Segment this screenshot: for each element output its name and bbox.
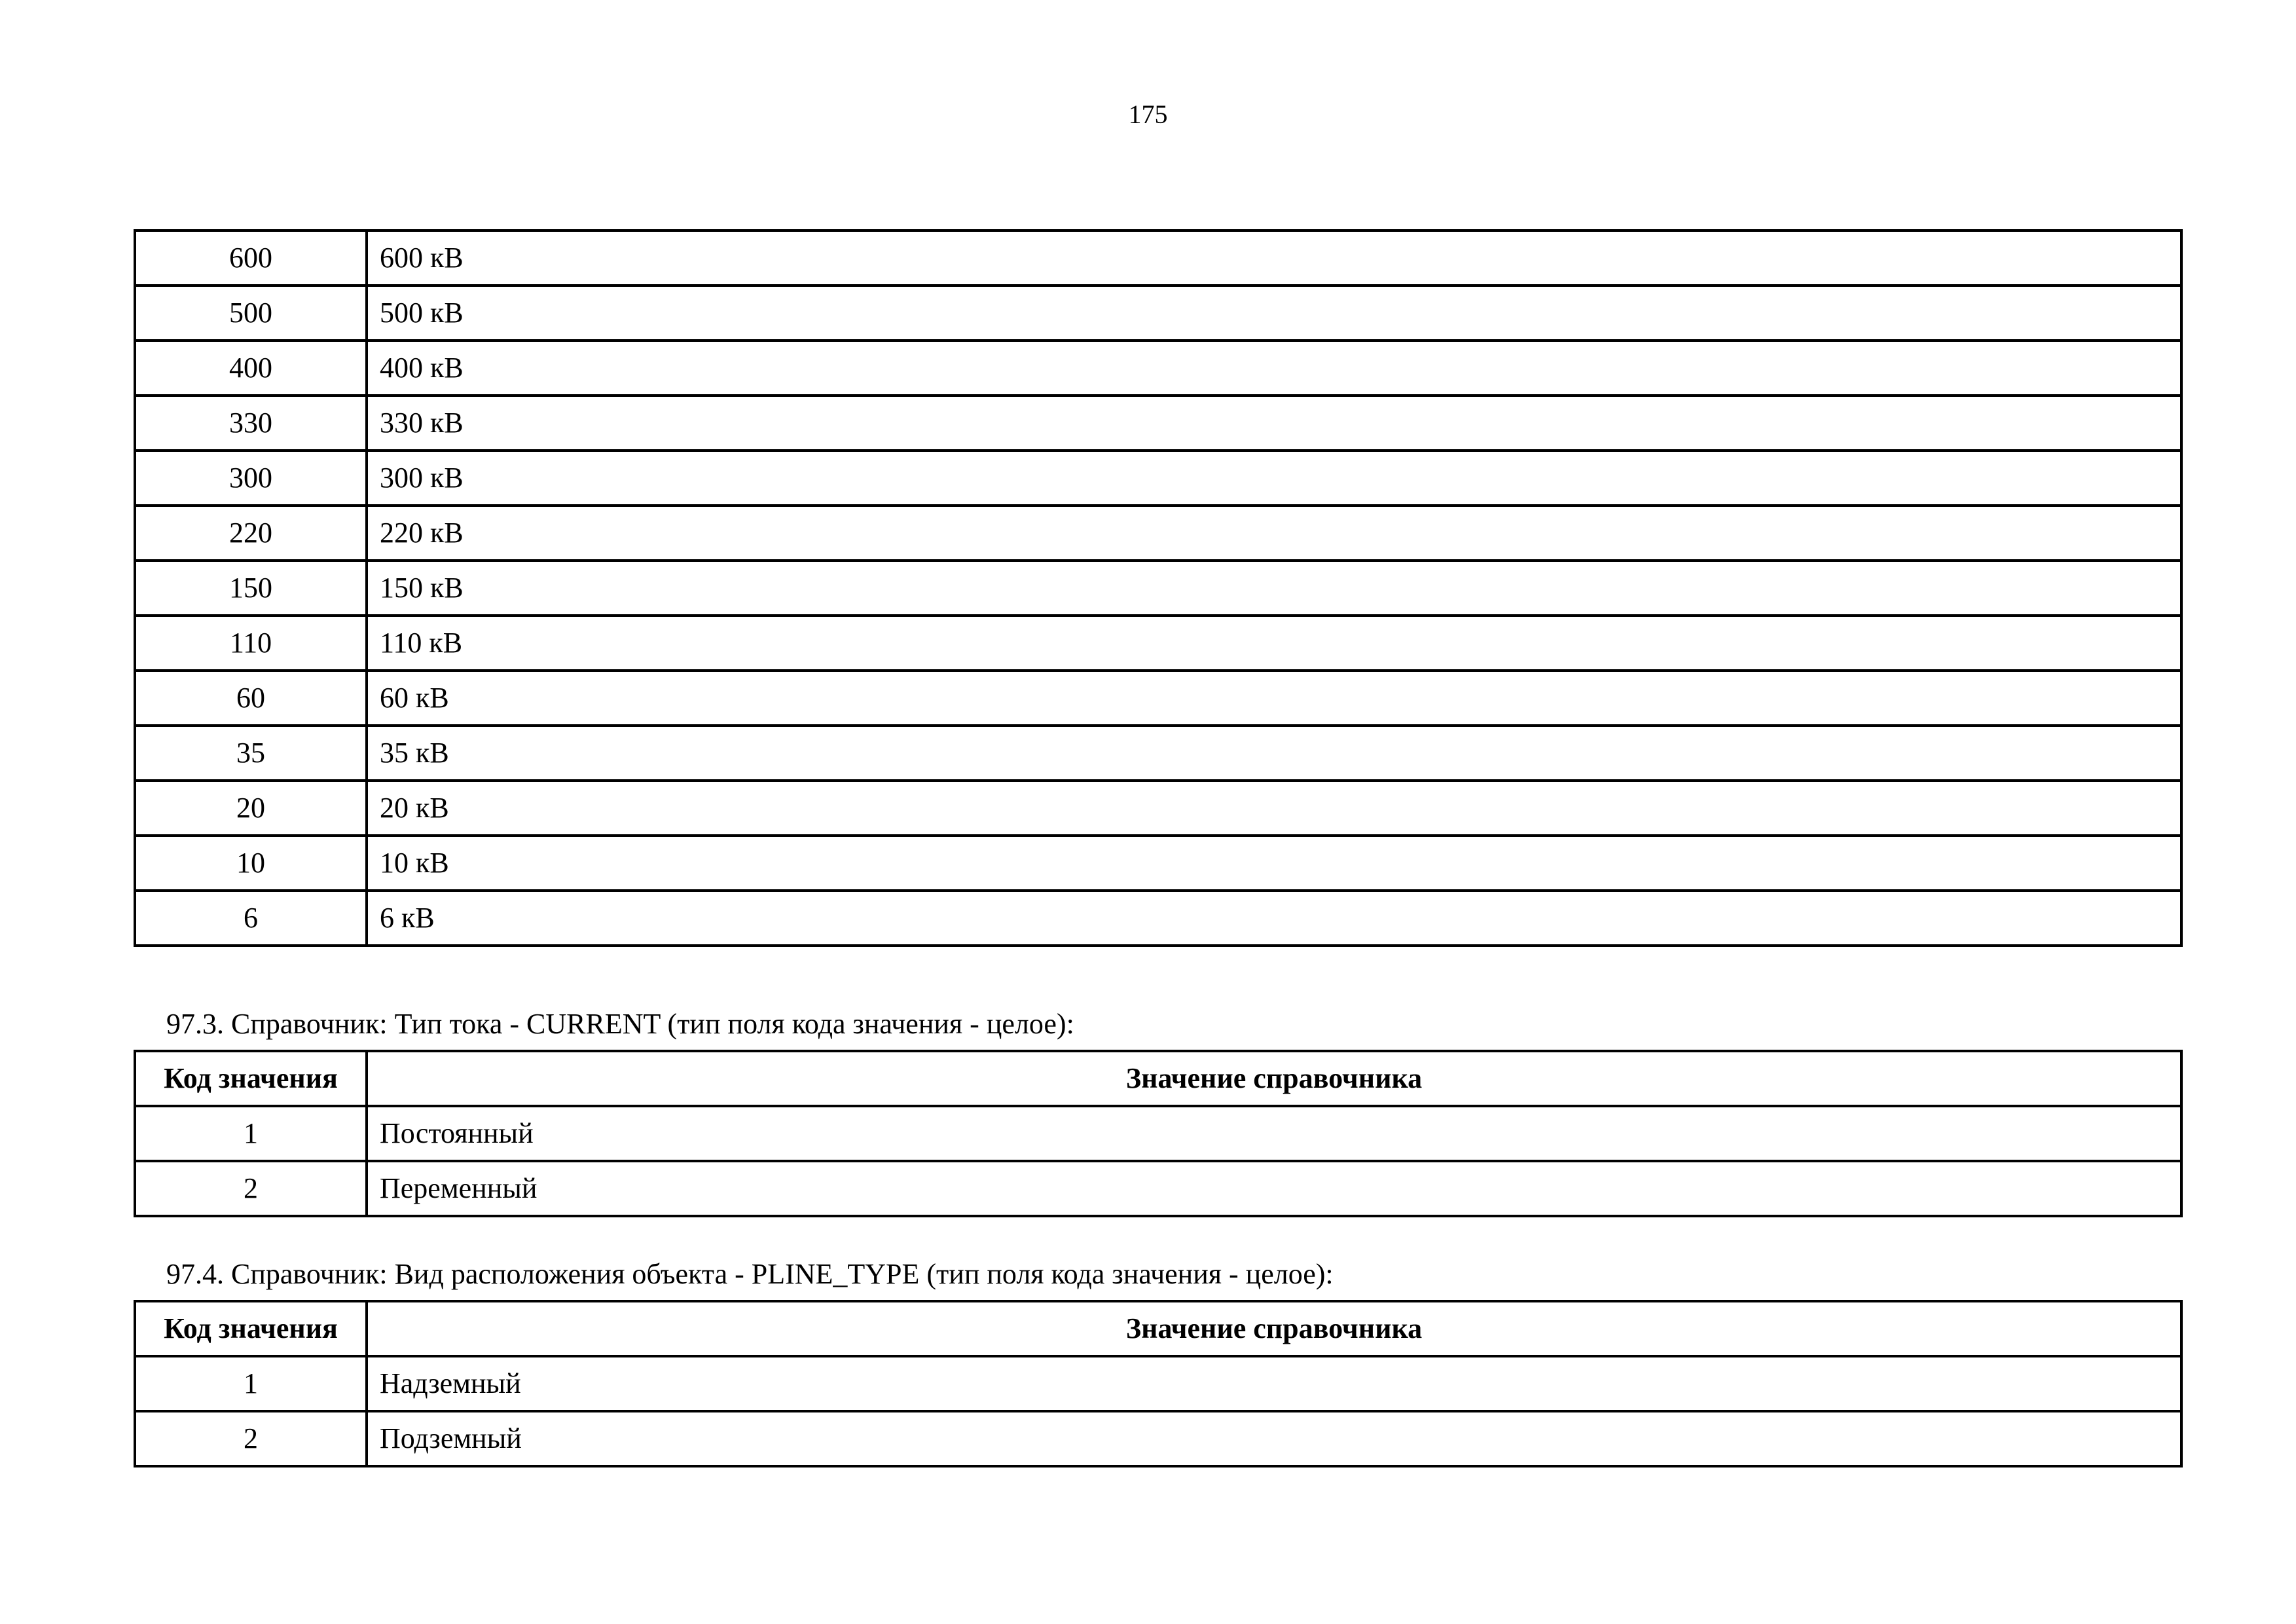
code-cell: 110	[135, 616, 367, 671]
code-cell: 330	[135, 396, 367, 451]
code-cell: 20	[135, 781, 367, 836]
table-row	[135, 836, 2181, 891]
value-cell: 6 кВ	[367, 891, 2181, 946]
value-cell: 35 кВ	[367, 726, 2181, 781]
code-cell: 220	[135, 506, 367, 561]
value-cell: 330 кВ	[367, 396, 2181, 451]
table-row	[135, 671, 2181, 726]
pline-table	[134, 1300, 2183, 1467]
code-cell: 500	[135, 286, 367, 341]
header-value: Значение справочника	[367, 1301, 2181, 1356]
value-cell: 400 кВ	[367, 341, 2181, 396]
value-cell: 110 кВ	[367, 616, 2181, 671]
table-header-row	[135, 1051, 2181, 1106]
current-table	[134, 1050, 2183, 1217]
table-row	[135, 396, 2181, 451]
header-code: Код значения	[135, 1051, 367, 1106]
value-cell: 60 кВ	[367, 671, 2181, 726]
current-table-body	[135, 1106, 2181, 1216]
value-cell: 220 кВ	[367, 506, 2181, 561]
table-row	[135, 891, 2181, 946]
code-cell: 10	[135, 836, 367, 891]
table-row	[135, 781, 2181, 836]
pline-caption: 97.4. Справочник: Вид расположения объекта - PLINE_TYPE (тип поля кода значения - целое):	[166, 1258, 1334, 1290]
table-row	[135, 1106, 2181, 1161]
code-cell: 1	[135, 1356, 367, 1411]
value-cell: 300 кВ	[367, 451, 2181, 506]
table-row	[135, 1161, 2181, 1216]
value-cell: 600 кВ	[367, 231, 2181, 286]
pline-table-body	[135, 1356, 2181, 1466]
code-cell: 2	[135, 1161, 367, 1216]
table-row	[135, 286, 2181, 341]
page-number: 175	[1128, 100, 1168, 129]
code-cell: 60	[135, 671, 367, 726]
code-cell: 6	[135, 891, 367, 946]
voltage-table-body	[135, 231, 2181, 946]
table-row	[135, 451, 2181, 506]
table-row	[135, 1411, 2181, 1466]
code-cell: 300	[135, 451, 367, 506]
value-cell: Подземный	[367, 1411, 2181, 1466]
value-cell: 10 кВ	[367, 836, 2181, 891]
table-row	[135, 506, 2181, 561]
table-header-row	[135, 1301, 2181, 1356]
current-caption: 97.3. Справочник: Тип тока - CURRENT (тип поля кода значения - целое):	[166, 1008, 1074, 1040]
value-cell: 500 кВ	[367, 286, 2181, 341]
code-cell: 600	[135, 231, 367, 286]
code-cell: 1	[135, 1106, 367, 1161]
voltage-table	[134, 229, 2183, 947]
value-cell: Постоянный	[367, 1106, 2181, 1161]
value-cell: Переменный	[367, 1161, 2181, 1216]
table-row	[135, 231, 2181, 286]
header-code: Код значения	[135, 1301, 367, 1356]
table-row	[135, 726, 2181, 781]
value-cell: Надземный	[367, 1356, 2181, 1411]
code-cell: 2	[135, 1411, 367, 1466]
table-row	[135, 616, 2181, 671]
code-cell: 400	[135, 341, 367, 396]
header-value: Значение справочника	[367, 1051, 2181, 1106]
value-cell: 150 кВ	[367, 561, 2181, 616]
value-cell: 20 кВ	[367, 781, 2181, 836]
code-cell: 35	[135, 726, 367, 781]
table-row	[135, 341, 2181, 396]
code-cell: 150	[135, 561, 367, 616]
table-row	[135, 1356, 2181, 1411]
table-row	[135, 561, 2181, 616]
